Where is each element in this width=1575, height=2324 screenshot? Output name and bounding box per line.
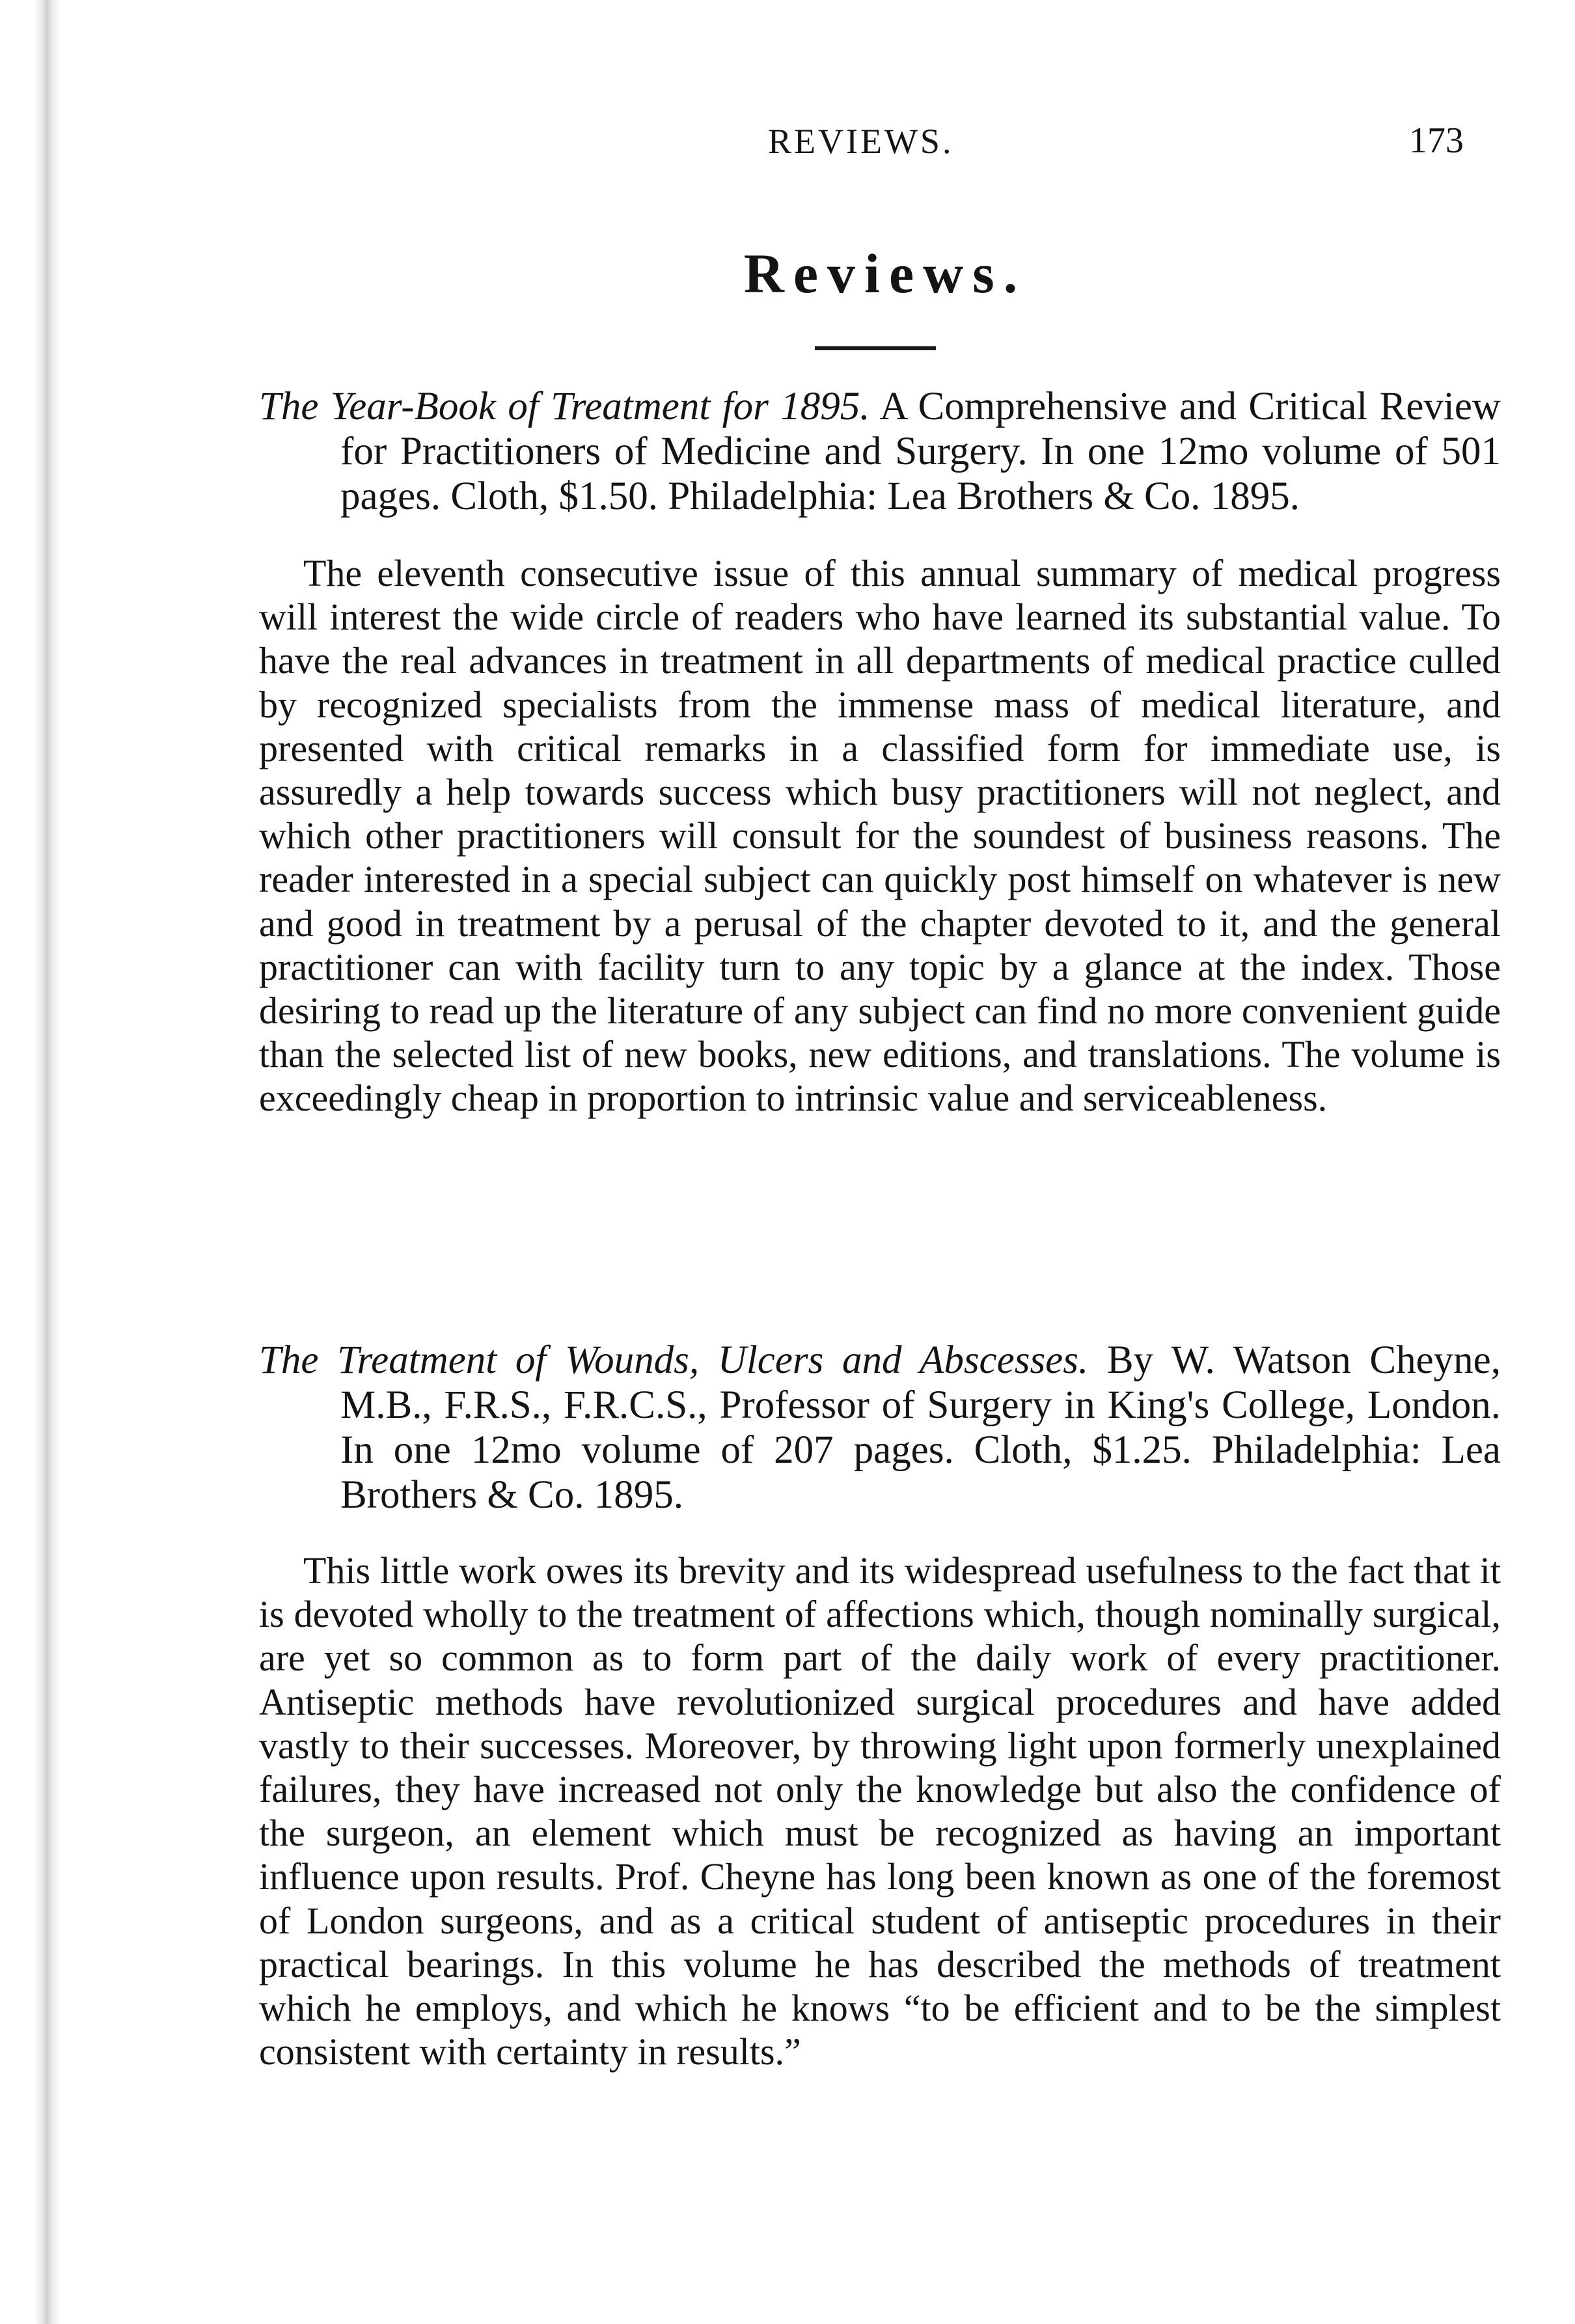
review-citation <box>259 384 1501 519</box>
book-title: The Treatment of Wounds, Ulcers and Abscesses. <box>259 1338 1089 1382</box>
section-rule <box>815 346 936 350</box>
running-head: REVIEWS. <box>768 122 954 161</box>
review-body: The eleventh consecutive issue of this annual summary of medical progress will interest the wide circle of readers who have learned its substantial value. To have the real advances in treatment in all departments of medical practice culled by recognized specialists from the immense mass of medical literature, and presented with critical remarks in a classified form for immediate use, is assuredly a help towards success which busy practitioners will not neglect, and which other practitioners will consult for the soundest of business reasons. The reader interested in a special subject can quickly post himself on whatever is new and good in treatment by a perusal of the chapter devoted to it, and the general practitioner can with facility turn to any topic by a glance at the index. Those desiring to read up the literature of any subject can find no more convenient guide than the selected list of new books, new editions, and translations. The volume is exceedingly cheap in proportion to intrinsic value and serviceableness. <box>259 552 1501 1120</box>
page-number: 173 <box>1409 120 1464 161</box>
book-title: The Year-Book of Treatment for 1895. <box>259 385 870 428</box>
book-details: By W. Watson Cheyne, M.B., F.R.S., F.R.C.S., Professor of Surgery in King's College, London. In one 12mo volume of 207 pages. Cloth, $1.25. Philadelphia: Lea Brothers & Co. 1895. <box>340 1338 1501 1517</box>
review-entry <box>259 384 1501 1120</box>
section-title: Reviews. <box>743 242 1027 305</box>
review-entry <box>259 1338 1501 2073</box>
review-citation <box>259 1338 1501 1517</box>
book-details: A Comprehensive and Critical Review for Practitioners of Medicine and Surgery. In one 12mo volume of 501 pages. Cloth, $1.50. Philadelphia: Lea Brothers & Co. 1895. <box>340 385 1501 518</box>
review-body: This little work owes its brevity and its widespread usefulness to the fact that it is devoted wholly to the treatment of affections which, though nominally surgical, are yet so common as to form part of the daily work of every practitioner. Antiseptic methods have revolutionized surgical procedures and have added vastly to their successes. Moreover, by throwing light upon formerly unexplained failures, they have increased not only the knowledge but also the confidence of the surgeon, an element which must be recognized as having an important influence upon results. Prof. Cheyne has long been known as one of the foremost of London surgeons, and as a critical student of antiseptic procedures in their practical bearings. In this volume he has described the methods of treatment which he employs, and which he knows “to be efficient and to be the simplest consistent with certainty in results.” <box>259 1549 1501 2073</box>
scanned-page-edge <box>34 0 60 2324</box>
